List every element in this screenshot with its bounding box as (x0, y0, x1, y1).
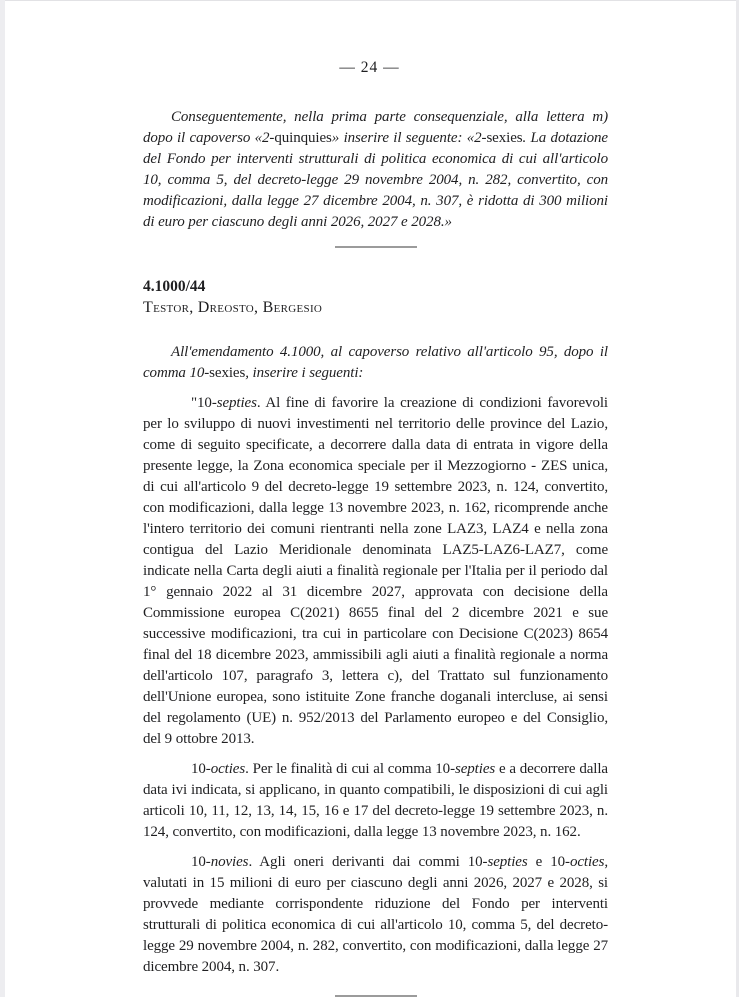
text-run: septies (216, 395, 257, 411)
text-run: "10- (191, 395, 217, 411)
text-run: e a decorrere dalla data ivi indicata, si applicano, in quanto compatibili, le disposizioni di cui agli articoli 10, 11, 12, 13, 14, 15, 16 e 17 del decreto-legge 19 settembre 2023, n. 124, convertito, con modificazioni, dalla legge 13 novembre 2023, n. 162. (143, 761, 608, 840)
text-run: septies (454, 761, 496, 777)
text-run: octies (210, 761, 246, 777)
text-run: » inserire il seguente: «2- (331, 130, 487, 146)
text-run: All'emendamento 4.1000, al capoverso relativo all'articolo 95, dopo il comma 10- (143, 344, 608, 381)
amendment-body (143, 393, 608, 978)
amendment-signatories: Testor, Dreosto, Bergesio (143, 299, 323, 316)
paragraph-10-novies (143, 852, 608, 978)
amendment-intro-paragraph (143, 342, 608, 384)
text-run: 10- (191, 761, 211, 777)
text-run: e 10- (527, 854, 570, 870)
text-run: novies (210, 854, 249, 870)
text-run: , inserire i seguenti: (245, 365, 364, 381)
text-run: octies (569, 854, 605, 870)
page-number: — 24 — (339, 59, 400, 76)
page-content (143, 107, 608, 997)
text-run: , valutati in 15 milioni di euro per ciascuno degli anni 2026, 2027 e 2028, si provvede mediante corrispondente riduzione del Fondo per interventi strutturali di politica economica di cui all'articolo 10, comma 5, del decreto-legge 29 novembre 2004, n. 282, convertito, con modificazioni, dalla legge 27 dicembre 2004, n. 307. (143, 854, 608, 975)
text-run: quinquies (274, 130, 332, 146)
text-run: . Agli oneri derivanti dai commi 10- (248, 854, 488, 870)
paragraph-10-octies (143, 759, 608, 843)
paragraph-10-septies (143, 393, 608, 750)
consequential-note-paragraph (143, 107, 608, 233)
text-run: . La dotazione del Fondo per interventi strutturali di politica economica di cui all'articolo 10, comma 5, del decreto-legge 29 novembre 2004, n. 282, convertito, con modificazioni, dalla legge 27 dicembre 2004, n. 307, è ridotta di 300 milioni di euro per ciascuno degli anni 2026, 2027 e 2028.» (143, 130, 608, 230)
text-run: 10- (191, 854, 211, 870)
text-run: . Per le finalità di cui al comma 10- (245, 761, 455, 777)
amendment-number: 4.1000/44 (143, 278, 206, 295)
text-run: Conseguentemente, nella prima parte consequenziale, alla lettera m) dopo il capoverso «2- (143, 109, 608, 146)
text-run: sexies (486, 130, 523, 146)
text-run: . Al fine di favorire la creazione di condizioni favorevoli per lo sviluppo di nuovi investimenti nel territorio delle province del Lazio, come di seguito specificate, a decorrere dalla data di entrata in vigore della presente legge, la Zona economica speciale per il Mezzogiorno - ZES unica, di cui all'articolo 9 del decreto-legge 19 settembre 2023, n. 124, convertito, con modificazioni, dalla legge 13 novembre 2023, n. 162, ricomprende anche l'intero territorio dei comuni rientranti nella zone LAZ3, LAZ4 e nella zona contigua del Lazio Meridionale denominata LAZ5-LAZ6-LAZ7, come indicate nella Carta degli aiuti a finalità regionale per l'Italia per il periodo dal 1° gennaio 2022 al 31 dicembre 2027, approvata con decisione della Commissione europea C(2021) 8655 final del 2 dicembre 2021 e sue successive modificazioni, tra cui in particolare con Decisione C(2023) 8654 final del 18 dicembre 2023, ammissibili agli aiuti a finalità regionale a norma dell'articolo 107, paragrafo 3, lettera c), del Trattato sul funzionamento dell'Unione europea, sono istituite Zone franche doganali intercluse, ai sensi del regolamento (UE) n. 952/2013 del Parlamento europeo e del Consiglio, del 9 ottobre 2013. (143, 395, 608, 747)
text-run: sexies (209, 365, 246, 381)
text-run: septies (487, 854, 528, 870)
section-divider-top (335, 246, 417, 248)
